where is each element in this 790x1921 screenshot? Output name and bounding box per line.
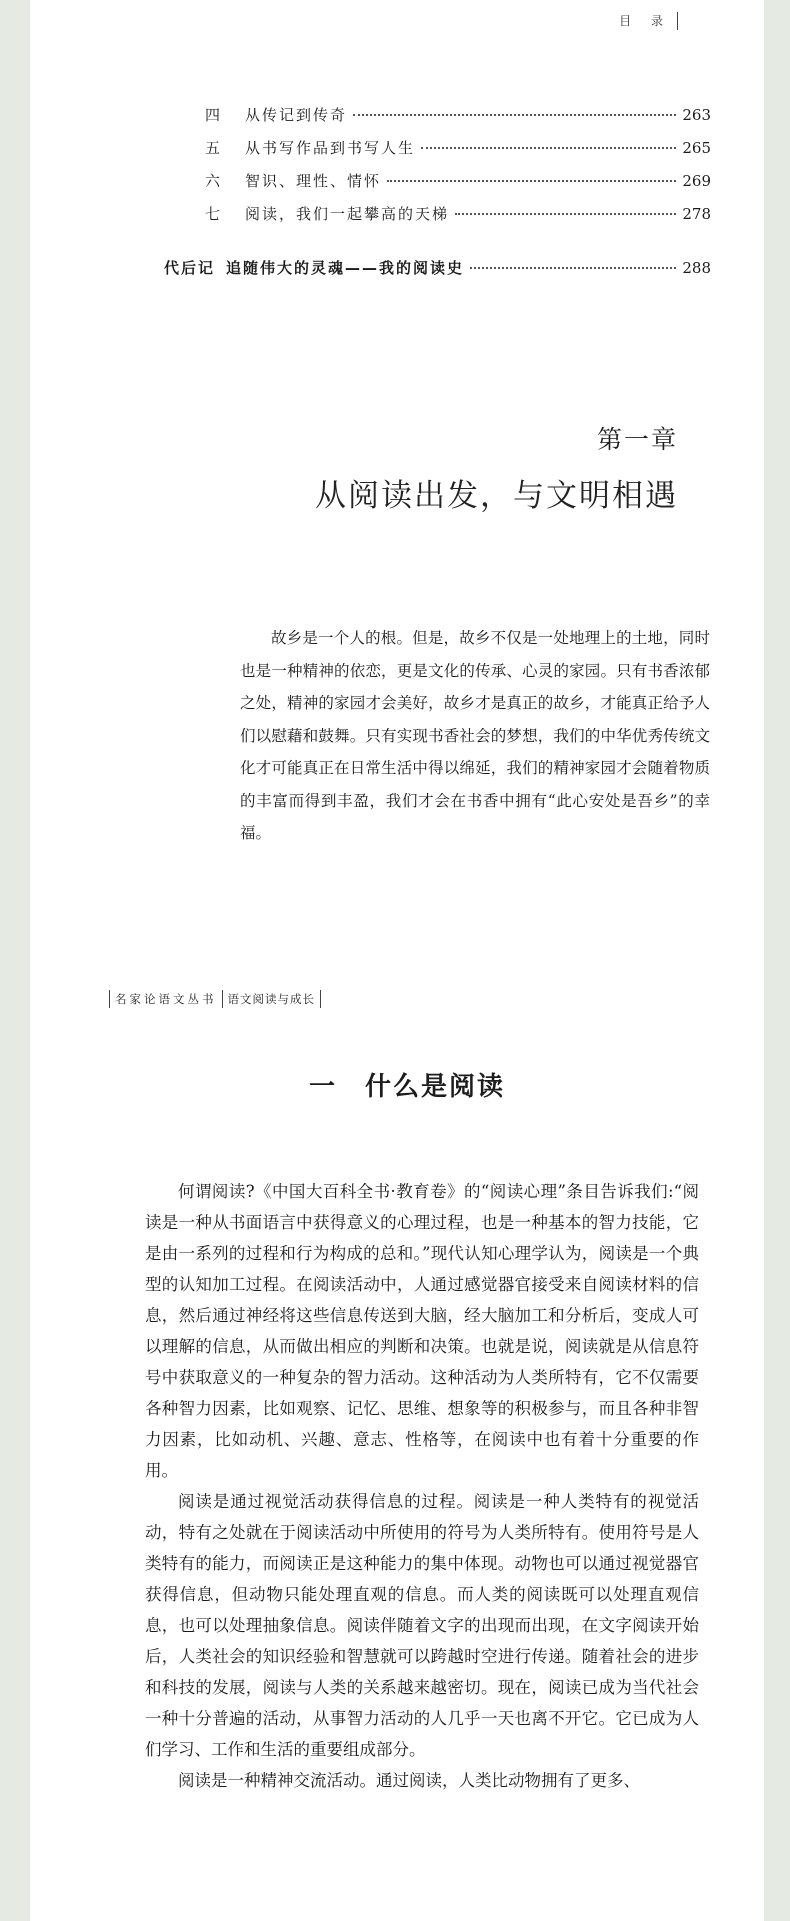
section-body [145,1176,699,1796]
volume-name: 语文阅读与成长 [222,990,321,1008]
toc-entry[interactable] [205,170,711,191]
toc-leader-dots [353,114,676,116]
toc-afterword-page: 288 [682,259,711,277]
body-paragraph: 阅读是通过视觉活动获得信息的过程。阅读是一种人类特有的视觉活动，特有之处就在于阅读活动中所使用的符号为人类所特有。使用符号是人类特有的能力，而阅读正是这种能力的集中体现。动物也可以通过视觉器官获得信息，但动物只能处理直观的信息。而人类的阅读既可以处理直观信息，也可以处理抽象信息。阅读伴随着文字的出现而出现，在文字阅读开始后，人类社会的知识经验和智慧就可以跨越时空进行传递。随着社会的进步和科技的发展，阅读与人类的关系越来越密切。现在，阅读已成为当代社会一种十分普遍的活动，从事智力活动的人几乎一天也离不开它。它已成为人们学习、工作和生活的重要组成部分。 [145,1492,699,1759]
toc-entry-number: 七 [205,205,223,223]
toc-entry[interactable] [205,203,711,224]
section-heading: 一 什么是阅读 [308,1072,505,1102]
toc-entry-title: 阅读，我们一起攀高的天梯 [245,205,450,223]
toc-entry-page: 263 [682,106,711,124]
chapter-title: 从阅读出发，与文明相遇 [315,478,678,514]
body-paragraph: 阅读是一种精神交流活动。通过阅读，人类比动物拥有了更多、 [178,1771,640,1790]
toc-entry-number: 四 [205,106,223,124]
toc-afterword-label: 代后记 [164,259,216,277]
running-header: 目 录 [619,12,678,30]
toc-afterword-entry[interactable] [164,257,711,278]
toc-entry-number: 五 [205,139,223,157]
toc-afterword-title: 追随伟大的灵魂——我的阅读史 [226,259,465,277]
chapter-epigraph [240,622,710,850]
toc-entry[interactable] [205,104,711,125]
toc-entry-number: 六 [205,172,223,190]
epigraph-paragraph: 故乡是一个人的根。但是，故乡不仅是一处地理上的土地，同时也是一种精神的依恋，更是文化的传承、心灵的家园。只有书香浓郁之处，精神的家园才会美好，故乡才是真正的故乡，才能真正给予人们以慰藉和鼓舞。只有实现书香社会的梦想，我们的中华优秀传统文化才可能真正在日常生活中得以绵延，我们的精神家园才会随着物质的丰富而得到丰盈，我们才会在书香中拥有“此心安处是吾乡”的幸福。 [240,629,710,842]
toc-entry-page: 265 [682,139,711,157]
toc-leader-dots [470,267,676,269]
toc-entry-title: 从传记到传奇 [245,106,348,124]
toc-entry-page: 269 [682,172,711,190]
toc-leader-dots [455,213,676,215]
toc-entry[interactable] [205,137,711,158]
toc-entry-page: 278 [682,205,711,223]
toc-entry-title: 从书写作品到书写人生 [245,139,416,157]
chapter-label: 第一章 [596,425,678,454]
toc-leader-dots [387,180,676,182]
body-paragraph: 何谓阅读?《中国大百科全书·教育卷》的“阅读心理”条目告诉我们:“阅读是一种从书面语言中获得意义的心理过程，也是一种基本的智力技能，它是由一系列的过程和行为构成的总和。”现代认知心理学认为，阅读是一个典型的认知加工过程。在阅读活动中，人通过感觉器官接受来自阅读材料的信息，然后通过神经将这些信息传送到大脑，经大脑加工和分析后，变成人可以理解的信息，从而做出相应的判断和决策。也就是说，阅读就是从信息符号中获取意义的一种复杂的智力活动。这种活动为人类所特有，它不仅需要各种智力因素，比如观察、记忆、思维、想象等的积极参与，而且各种非智力因素，比如动机、兴趣、意志、性格等，在阅读中也有着十分重要的作用。 [145,1182,699,1480]
toc-leader-dots [421,147,676,149]
toc-entry-title: 智识、理性、情怀 [245,172,382,190]
series-tag [109,990,321,1008]
series-name: 名家论语文丛书 [115,992,217,1006]
book-page [30,0,764,1921]
